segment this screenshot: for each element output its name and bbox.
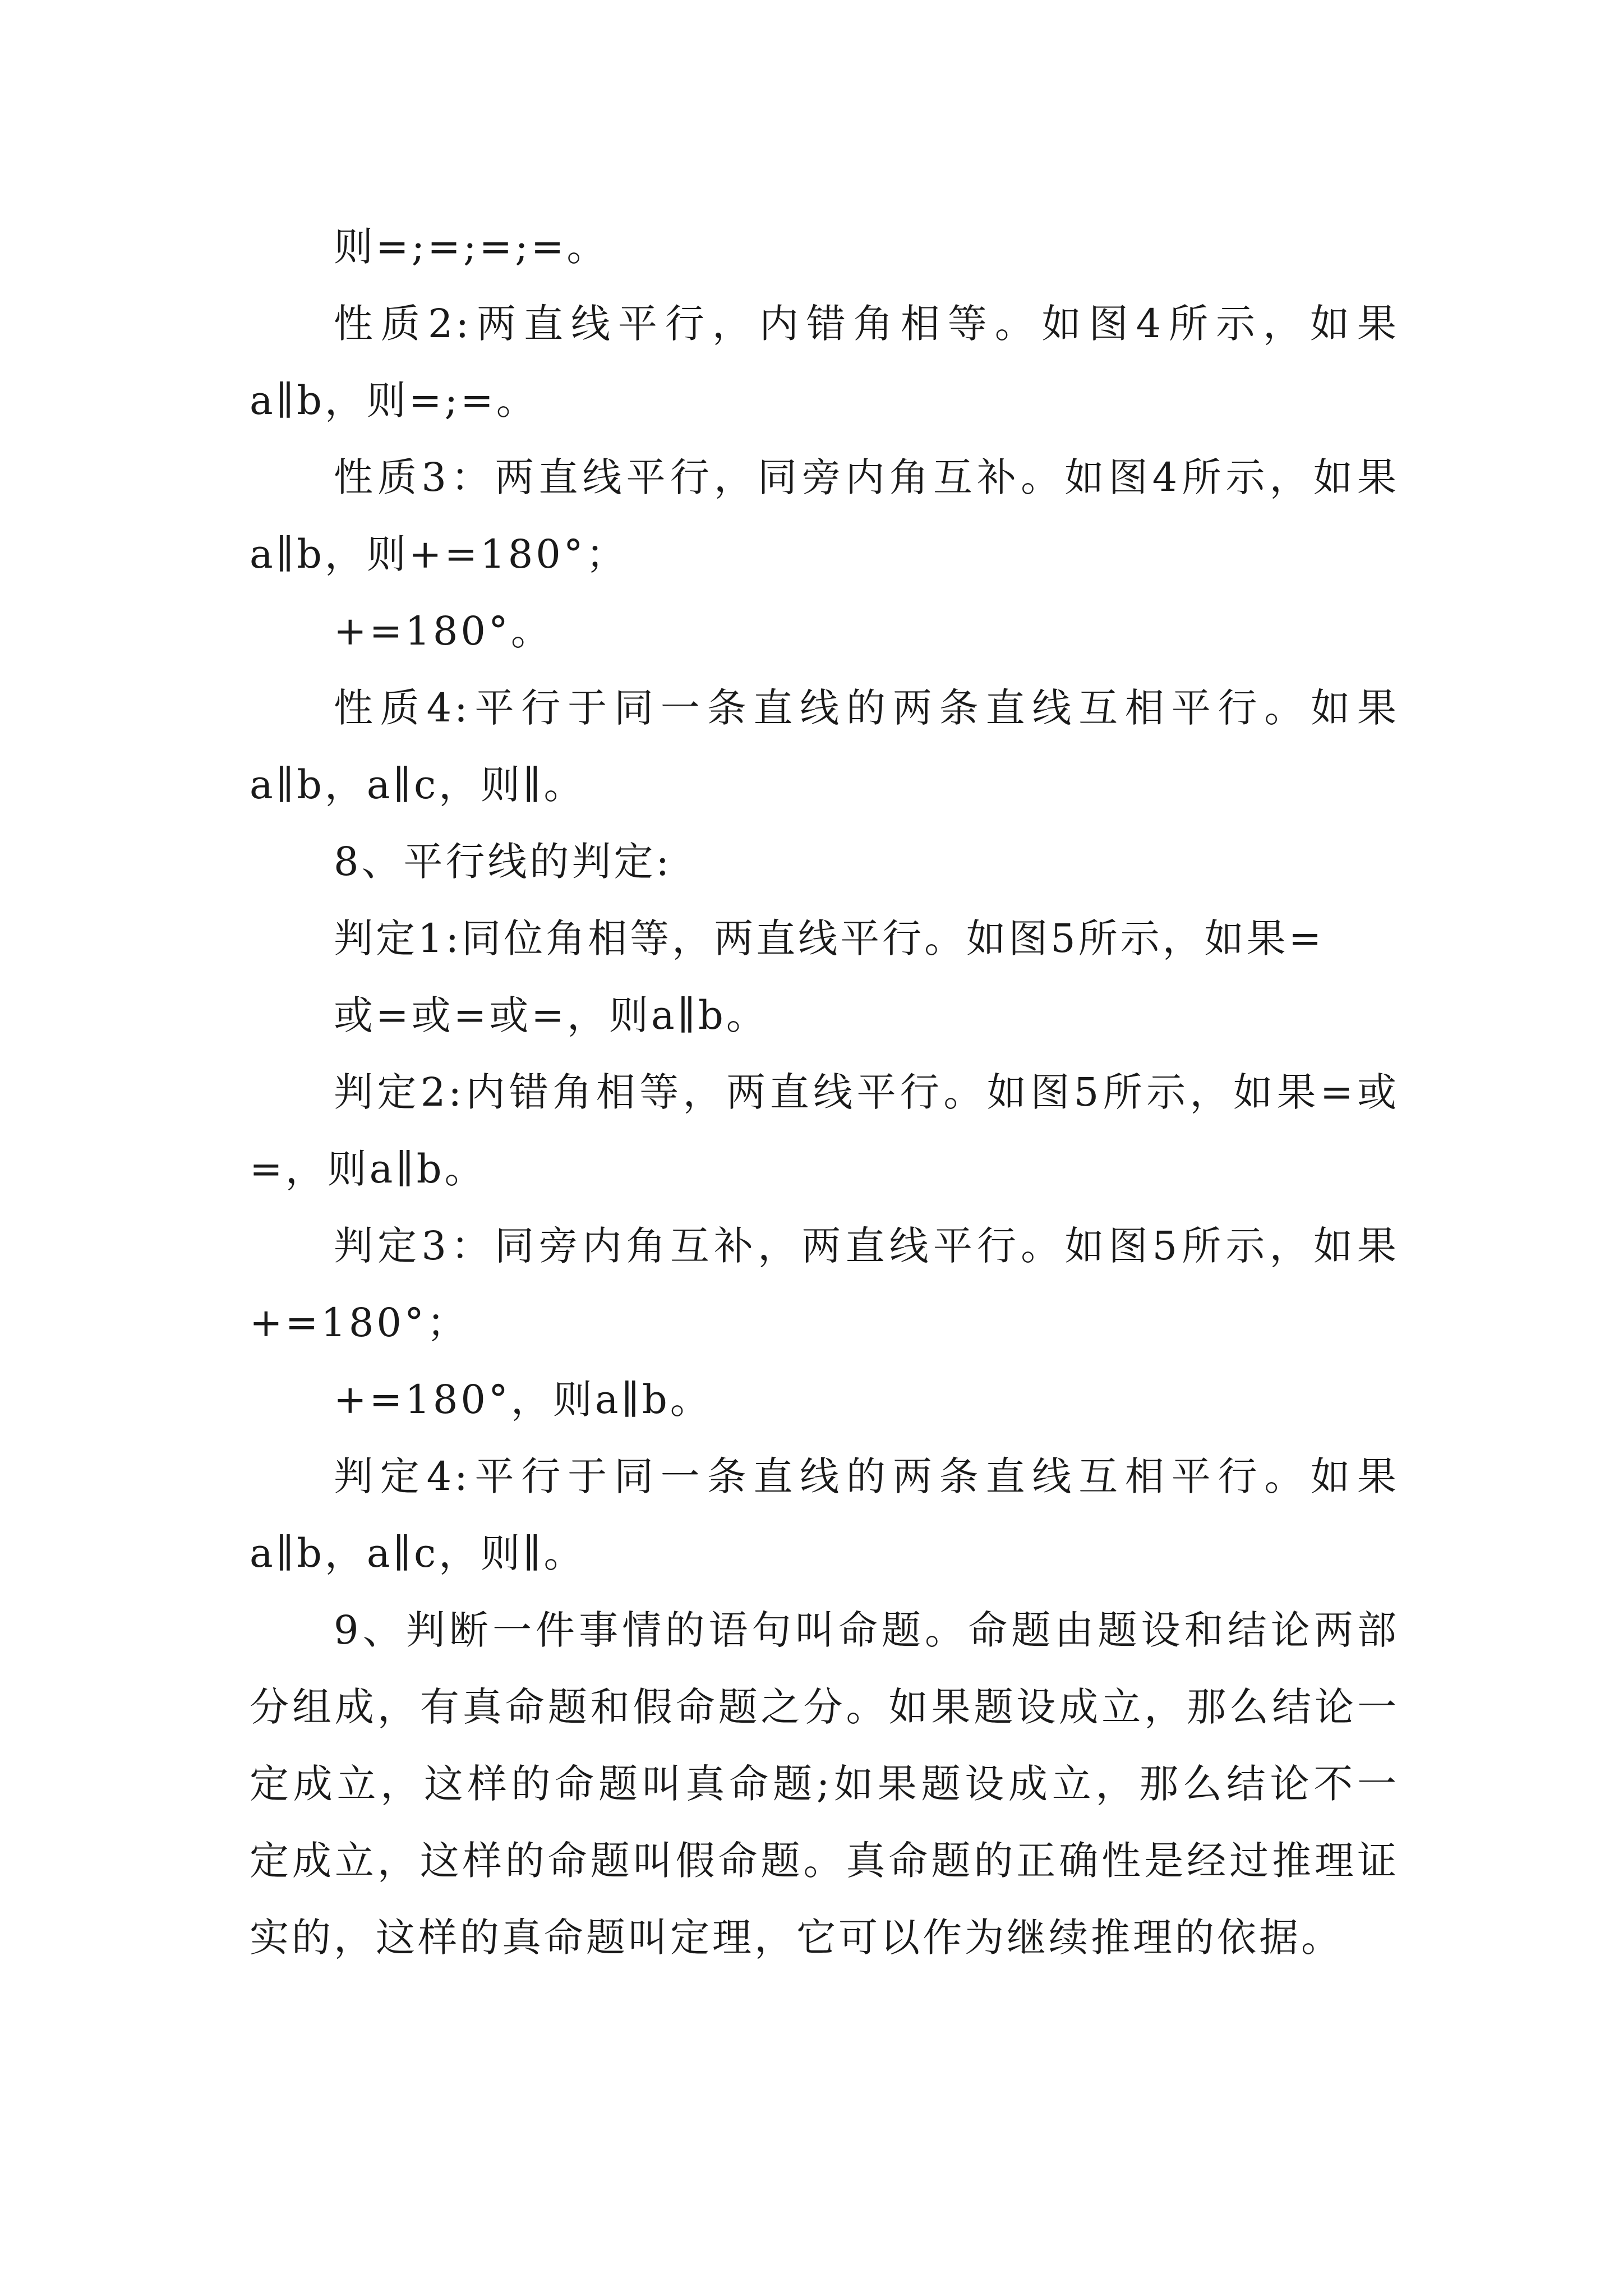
paragraph: 则=;=;=;=。 (334, 224, 609, 270)
paragraph: 判定4:平行于同一条直线的两条直线互相平行。如果a∥b，a∥c，则∥。 (250, 1453, 1399, 1576)
paragraph: 判定2:内错角相等，两直线平行。如图5所示，如果=或=，则a∥b。 (250, 1069, 1399, 1192)
document-body (250, 209, 1399, 1976)
paragraph: +=180°。 (334, 608, 553, 654)
paragraph: 判定1:同位角相等，两直线平行。如图5所示，如果= (334, 915, 1325, 961)
paragraph: 性质3：两直线平行，同旁内角互补。如图4所示，如果a∥b，则+=180°； (250, 454, 1399, 577)
paragraph: 或=或=或=，则a∥b。 (334, 992, 768, 1038)
paragraph: +=180°，则a∥b。 (334, 1377, 712, 1423)
paragraph: 9、判断一件事情的语句叫命题。命题由题设和结论两部分组成，有真命题和假命题之分。如果题设成立，那么结论一定成立，这样的命题叫真命题;如果题设成立，那么结论不一定成立，这样的命题叫假命题。真命题的正确性是经过推理证实的，这样的真命题叫定理，它可以作为继续推理的依据。 (250, 1607, 1399, 1961)
paragraph: 判定3：同旁内角互补，两直线平行。如图5所示，如果+=180°； (250, 1223, 1399, 1346)
paragraph: 性质2:两直线平行，内错角相等。如图4所示，如果a∥b，则=;=。 (250, 301, 1399, 424)
paragraph: 性质4:平行于同一条直线的两条直线互相平行。如果a∥b，a∥c，则∥。 (250, 685, 1399, 808)
section-heading: 8、平行线的判定: (334, 839, 672, 885)
